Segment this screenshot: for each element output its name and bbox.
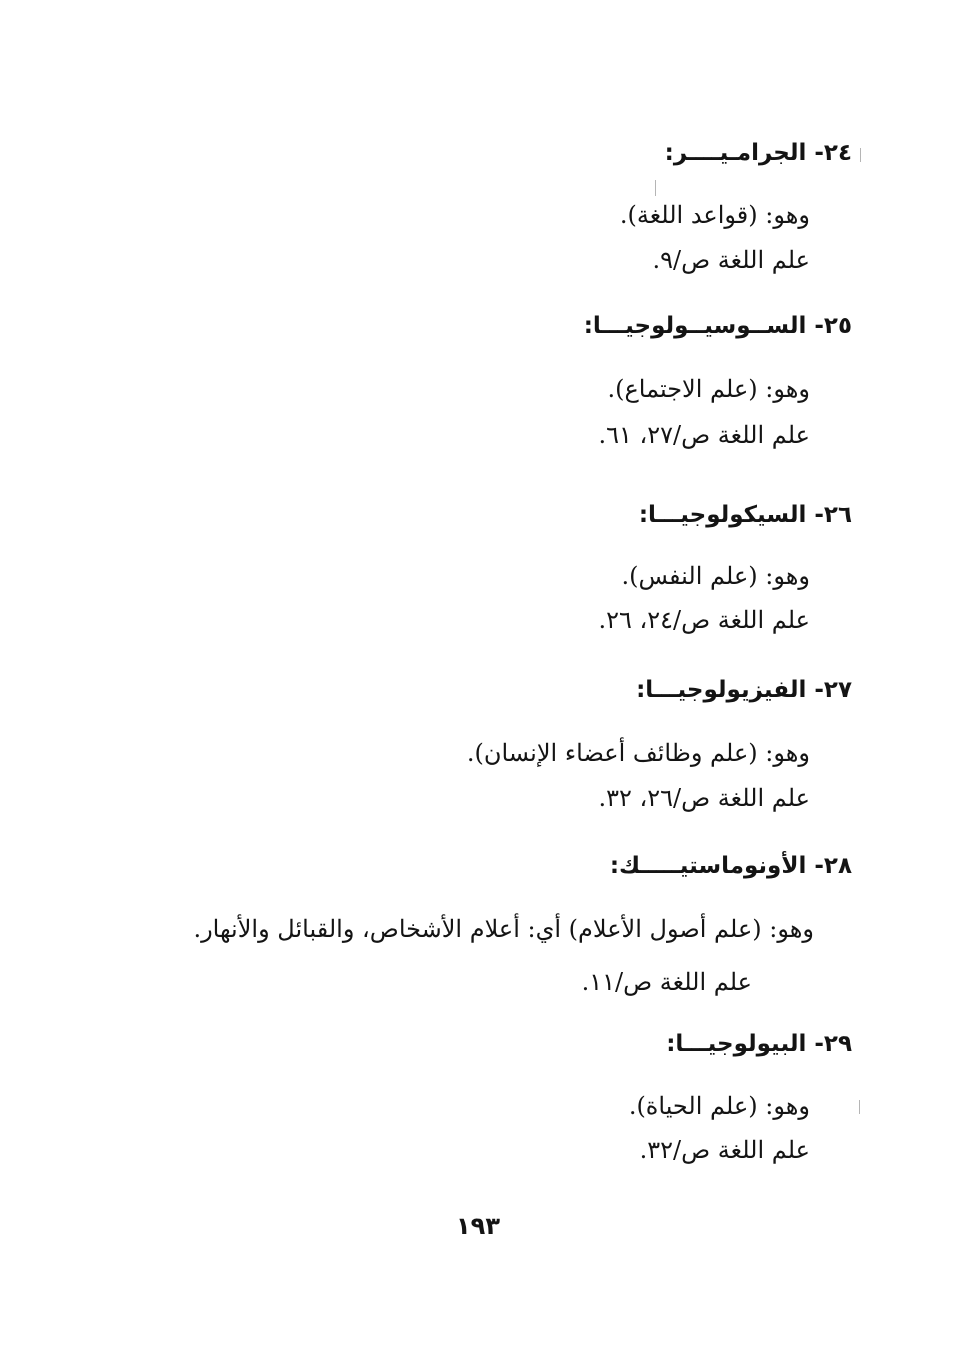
entry-25-meaning: وهو: (علم الاجتماع). [607,375,810,403]
entry-24-meaning: وهو: (قواعد اللغة). [619,201,810,229]
scan-mark [860,148,861,162]
entry-28-reference: علم اللغة ص/١١. [581,968,752,996]
entry-24-reference: علم اللغة ص/٩. [652,246,810,274]
entry-27-reference: علم اللغة ص/٢٦، ٣٢. [598,784,810,812]
scan-mark [859,1100,860,1114]
page-number: ١٩٣ [456,1212,500,1240]
entry-26-heading: ٢٦- السيكولوجيـــا: [638,502,852,528]
entry-28-heading: ٢٨- الأونوماستيـــــك: [609,853,852,879]
entry-26-meaning: وهو: (علم النفس). [621,562,810,590]
entry-26-reference: علم اللغة ص/٢٤، ٢٦. [598,606,810,634]
entry-29-meaning: وهو: (علم الحياة). [628,1092,810,1120]
entry-24-heading: ٢٤- الجرامـيــــر: [664,140,852,166]
entry-27-heading: ٢٧- الفيزيولوجيـــا: [636,677,852,703]
entry-29-reference: علم اللغة ص/٣٢. [639,1136,810,1164]
entry-27-meaning: وهو: (علم وظائف أعضاء الإنسان). [466,739,810,767]
scan-mark [655,180,656,196]
entry-29-heading: ٢٩- البيولوجيـــا: [666,1031,852,1057]
entry-25-heading: ٢٥- الســوسيــولوجيـــا: [583,313,852,339]
entry-25-reference: علم اللغة ص/٢٧، ٦١. [598,421,810,449]
entry-28-meaning: وهو: (علم أصول الأعلام) أي: أعلام الأشخاص، والقبائل والأنهار. [193,915,814,943]
